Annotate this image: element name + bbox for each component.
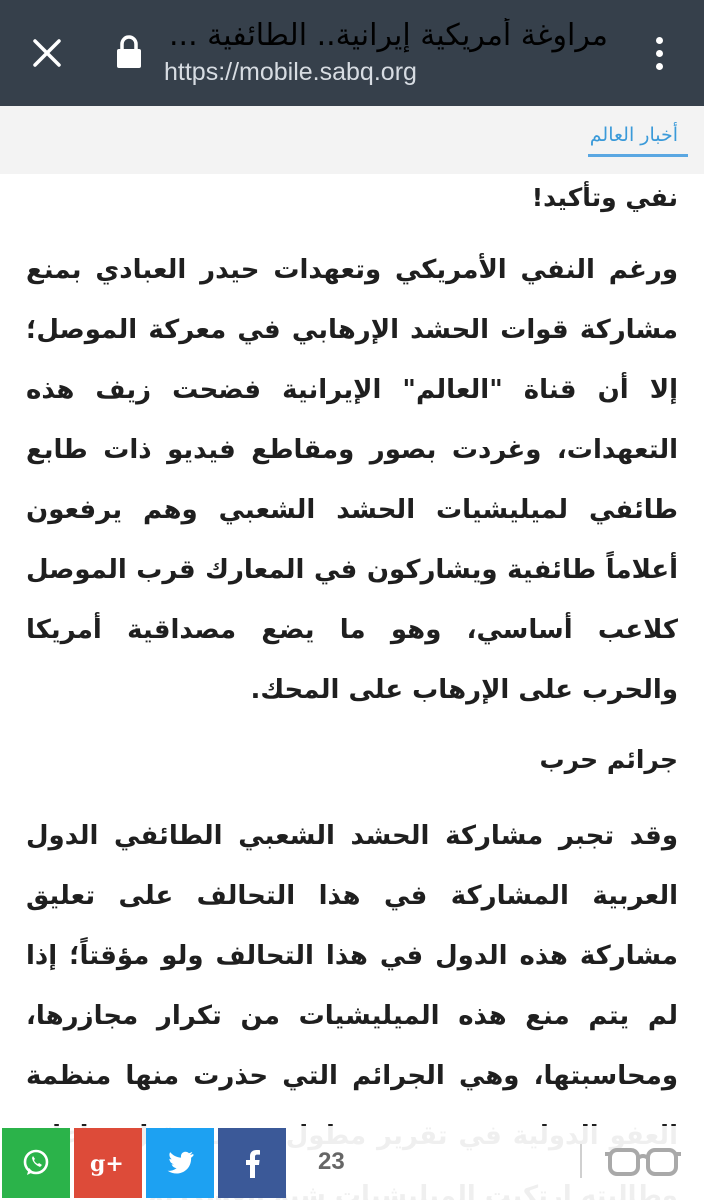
section-heading: نفي وتأكيد! [531, 183, 678, 212]
category-link[interactable]: أخبار العالم [589, 124, 678, 146]
dot-icon [656, 63, 663, 70]
overflow-menu-button[interactable] [644, 28, 674, 78]
article-paragraph: وقد تجبر مشاركة الحشد الشعبي الطائفي الدول العربية المشاركة في هذا التحالف على تعليق مشاركة هذه الدول في هذا التحالف ولو مؤقتاً؛ إذا لم يتم منع هذه الميليشيات من تكرار مجازرها، ومحاسبتها، وهي الجرائم التي حذرت منها منظمة [26, 821, 678, 1091]
reading-glasses-icon[interactable] [604, 1140, 682, 1184]
google-plus-share-button[interactable] [74, 1128, 142, 1198]
google-plus-icon [90, 1150, 126, 1176]
share-divider [580, 1144, 582, 1178]
dot-icon [656, 37, 663, 44]
svg-text:g+: g+ [90, 1151, 124, 1176]
article-paragraph: ورغم النفي الأمريكي وتعهدات حيدر العبادي بمنع مشاركة قوات الحشد الإرهابي في معركة الموصل؛ إلا أن قناة "العالم" الإيرانية فضحت زيف هذه التعهدات، وغردت بصور ومقاطع فيديو ذات طابع طائفي لميليشيات الحشد الشعبي وهم يرفعون أعلاماً طائفية ويشاركون في المعارك قرب الموصل كلاعب أساسي، وهو ما يضع مصداقية أمريكا والحرب على الإرهاب على المحك. [26, 255, 678, 705]
whatsapp-icon [21, 1148, 51, 1178]
page-title: مراوغة أمريكية إيرانية.. الطائفية ... [169, 18, 608, 53]
close-icon [32, 38, 62, 68]
facebook-icon [243, 1148, 261, 1178]
section-heading: جرائم حرب [539, 745, 678, 774]
dot-icon [656, 50, 663, 57]
facebook-share-button[interactable] [218, 1128, 286, 1198]
whatsapp-share-button[interactable] [2, 1128, 70, 1198]
category-underline [588, 154, 688, 157]
page-url[interactable]: https://mobile.sabq.org [164, 58, 417, 86]
close-tab-button[interactable] [22, 30, 72, 76]
twitter-icon [165, 1150, 195, 1176]
twitter-share-button[interactable] [146, 1128, 214, 1198]
share-count: 23 [318, 1148, 345, 1175]
